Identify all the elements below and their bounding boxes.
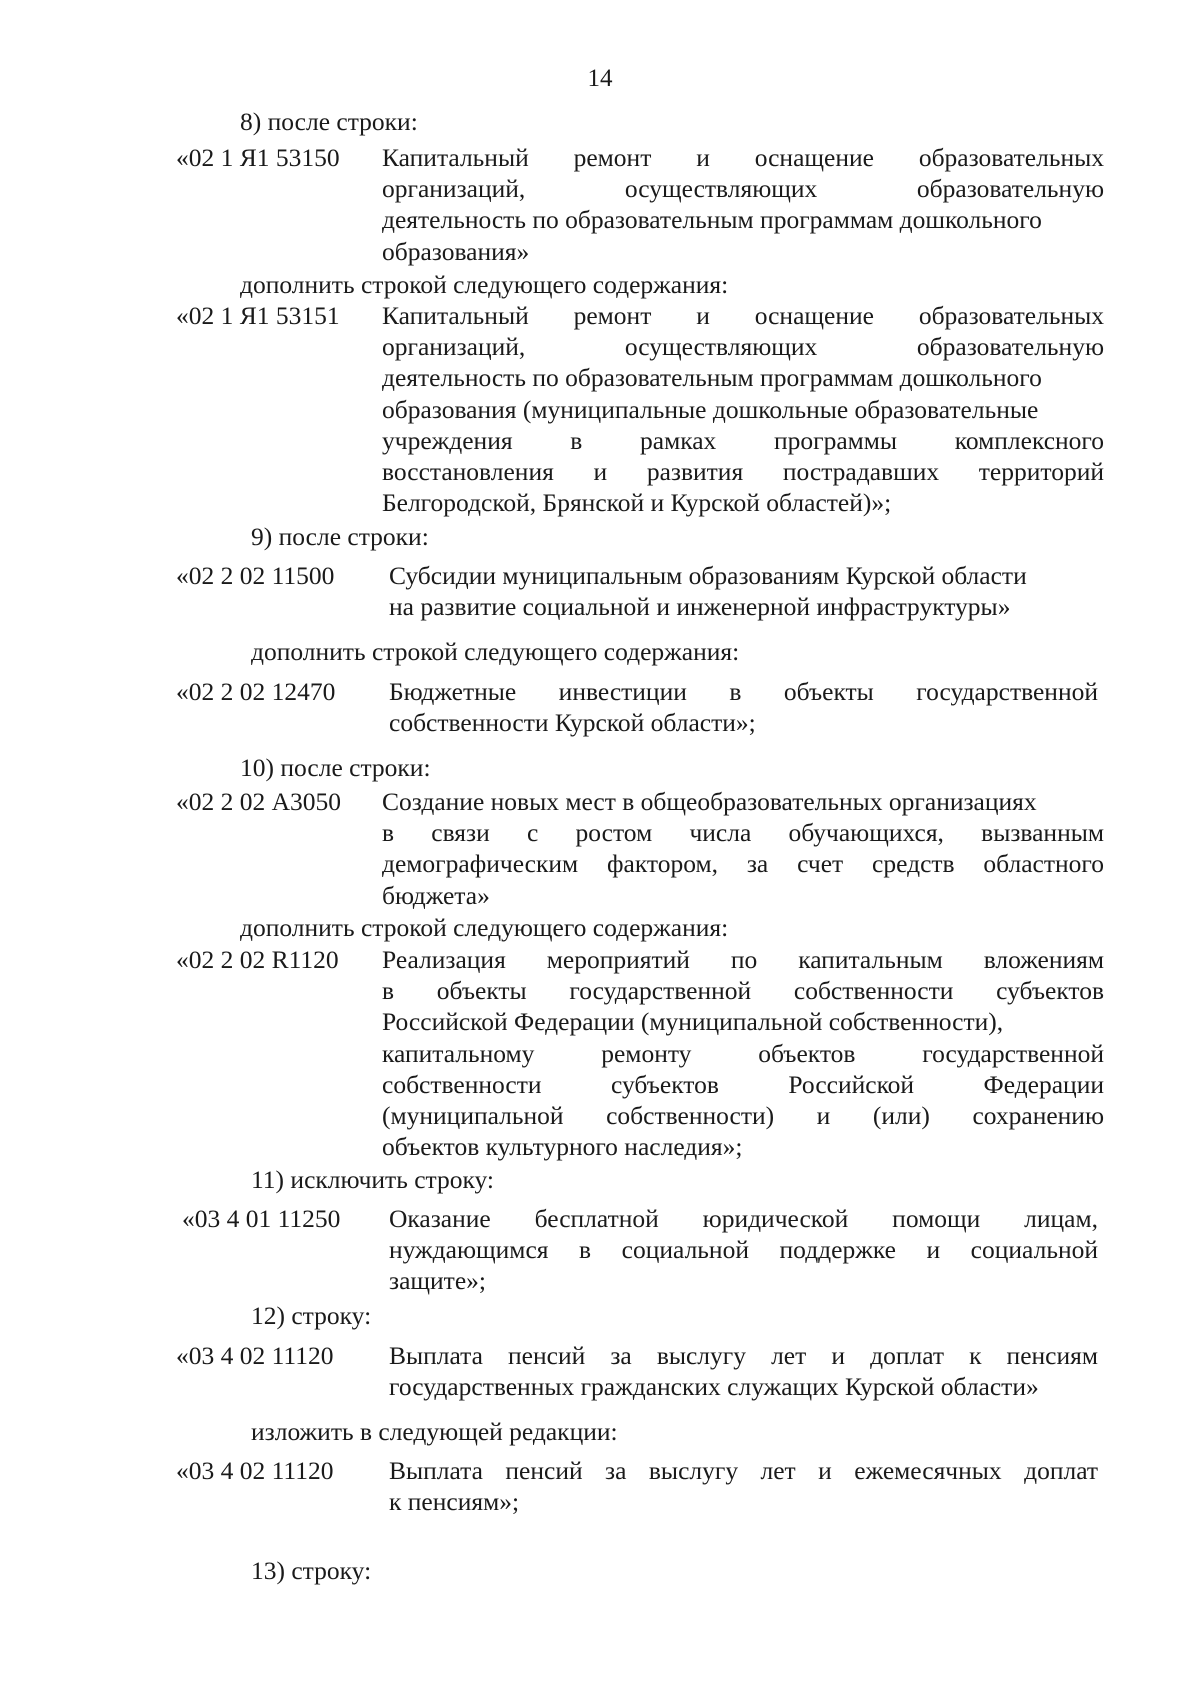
description-line: Российской Федерации (муниципальной собственности),	[382, 1007, 1004, 1037]
budget-line-description	[382, 300, 1104, 518]
description-line: деятельность по образовательным программам дошкольного	[382, 205, 1042, 235]
budget-line-description	[389, 1340, 1098, 1402]
description-line: объектов культурного наследия»;	[382, 1132, 743, 1162]
description-line: деятельность по образовательным программам дошкольного	[382, 363, 1042, 393]
description-line: собственности Курской области»;	[389, 708, 756, 738]
description-line: организаций, осуществляющих образовательную	[382, 174, 1104, 204]
amendment-instruction: 10) после строки:	[240, 753, 431, 782]
amendment-instruction: дополнить строкой следующего содержания:	[240, 270, 729, 299]
page-number: 14	[587, 65, 613, 92]
description-line: на развитие социальной и инженерной инфраструктуры»	[389, 592, 1011, 622]
budget-line-description	[382, 944, 1104, 1162]
budget-code: «02 1 Я1 53151	[176, 301, 340, 330]
description-line: Субсидии муниципальным образованиям Курской области	[389, 561, 1027, 590]
budget-line-description	[389, 1203, 1098, 1297]
budget-code: «02 2 02 11500	[176, 561, 335, 590]
amendment-instruction: 9) после строки:	[251, 522, 429, 551]
description-line: Выплата пенсий за выслугу лет и ежемесячных доплат	[389, 1456, 1098, 1485]
description-line: образования»	[382, 236, 530, 266]
budget-code: «02 2 02 12470	[176, 677, 336, 706]
budget-code: «02 1 Я1 53150	[176, 143, 340, 172]
description-line: Капитальный ремонт и оснащение образовательных	[382, 143, 1104, 172]
description-line: Капитальный ремонт и оснащение образовательных	[382, 301, 1104, 330]
description-line: Белгородской, Брянской и Курской областей)»;	[382, 488, 892, 518]
amendment-instruction: 11) исключить строку:	[251, 1165, 494, 1194]
amendment-instruction: 8) после строки:	[240, 107, 418, 136]
amendment-instruction: изложить в следующей редакции:	[251, 1417, 618, 1446]
description-line: восстановления и развития пострадавших территорий	[382, 456, 1104, 486]
description-line: бюджета»	[382, 880, 490, 910]
budget-code: «03 4 02 11120	[176, 1341, 334, 1370]
description-line: Оказание бесплатной юридической помощи лицам,	[389, 1204, 1098, 1233]
description-line: Бюджетные инвестиции в объекты государственной	[389, 677, 1098, 706]
description-line: учреждения в рамках программы комплексного	[382, 425, 1104, 455]
description-line: капитальному ремонту объектов государственной	[382, 1038, 1104, 1068]
amendment-instruction: дополнить строкой следующего содержания:	[251, 637, 740, 666]
amendment-instruction: дополнить строкой следующего содержания:	[240, 913, 729, 942]
budget-line-description	[382, 142, 1104, 267]
budget-line-description	[389, 676, 1098, 738]
description-line: в объекты государственной собственности субъектов	[382, 976, 1104, 1006]
budget-code: «03 4 02 11120	[176, 1456, 334, 1485]
description-line: Реализация мероприятий по капитальным вложениям	[382, 945, 1104, 974]
budget-code: «03 4 01 11250	[182, 1204, 341, 1233]
description-line: Выплата пенсий за выслугу лет и доплат к пенсиям	[389, 1341, 1098, 1370]
amendment-instruction: 12) строку:	[251, 1301, 372, 1330]
description-line: защите»;	[389, 1266, 486, 1296]
budget-code: «02 2 02 R1120	[176, 945, 339, 974]
description-line: государственных гражданских служащих Курской области»	[389, 1372, 1039, 1402]
budget-line-description	[389, 560, 1098, 622]
description-line: нуждающимся в социальной поддержке и социальной	[389, 1235, 1098, 1265]
description-line: Создание новых мест в общеобразовательных организациях	[382, 787, 1037, 816]
description-line: образования (муниципальные дошкольные образовательные	[382, 394, 1039, 424]
description-line: организаций, осуществляющих образовательную	[382, 332, 1104, 362]
description-line: собственности субъектов Российской Федерации	[382, 1069, 1104, 1099]
description-line: демографическим фактором, за счет средств областного	[382, 849, 1104, 879]
budget-code: «02 2 02 А3050	[176, 787, 342, 816]
description-line: в связи с ростом числа обучающихся, вызванным	[382, 818, 1104, 848]
description-line: к пенсиям»;	[389, 1487, 520, 1517]
budget-line-description	[382, 786, 1104, 911]
budget-line-description	[389, 1455, 1098, 1517]
description-line: (муниципальной собственности) и (или) сохранению	[382, 1100, 1104, 1130]
amendment-instruction: 13) строку:	[251, 1556, 372, 1585]
